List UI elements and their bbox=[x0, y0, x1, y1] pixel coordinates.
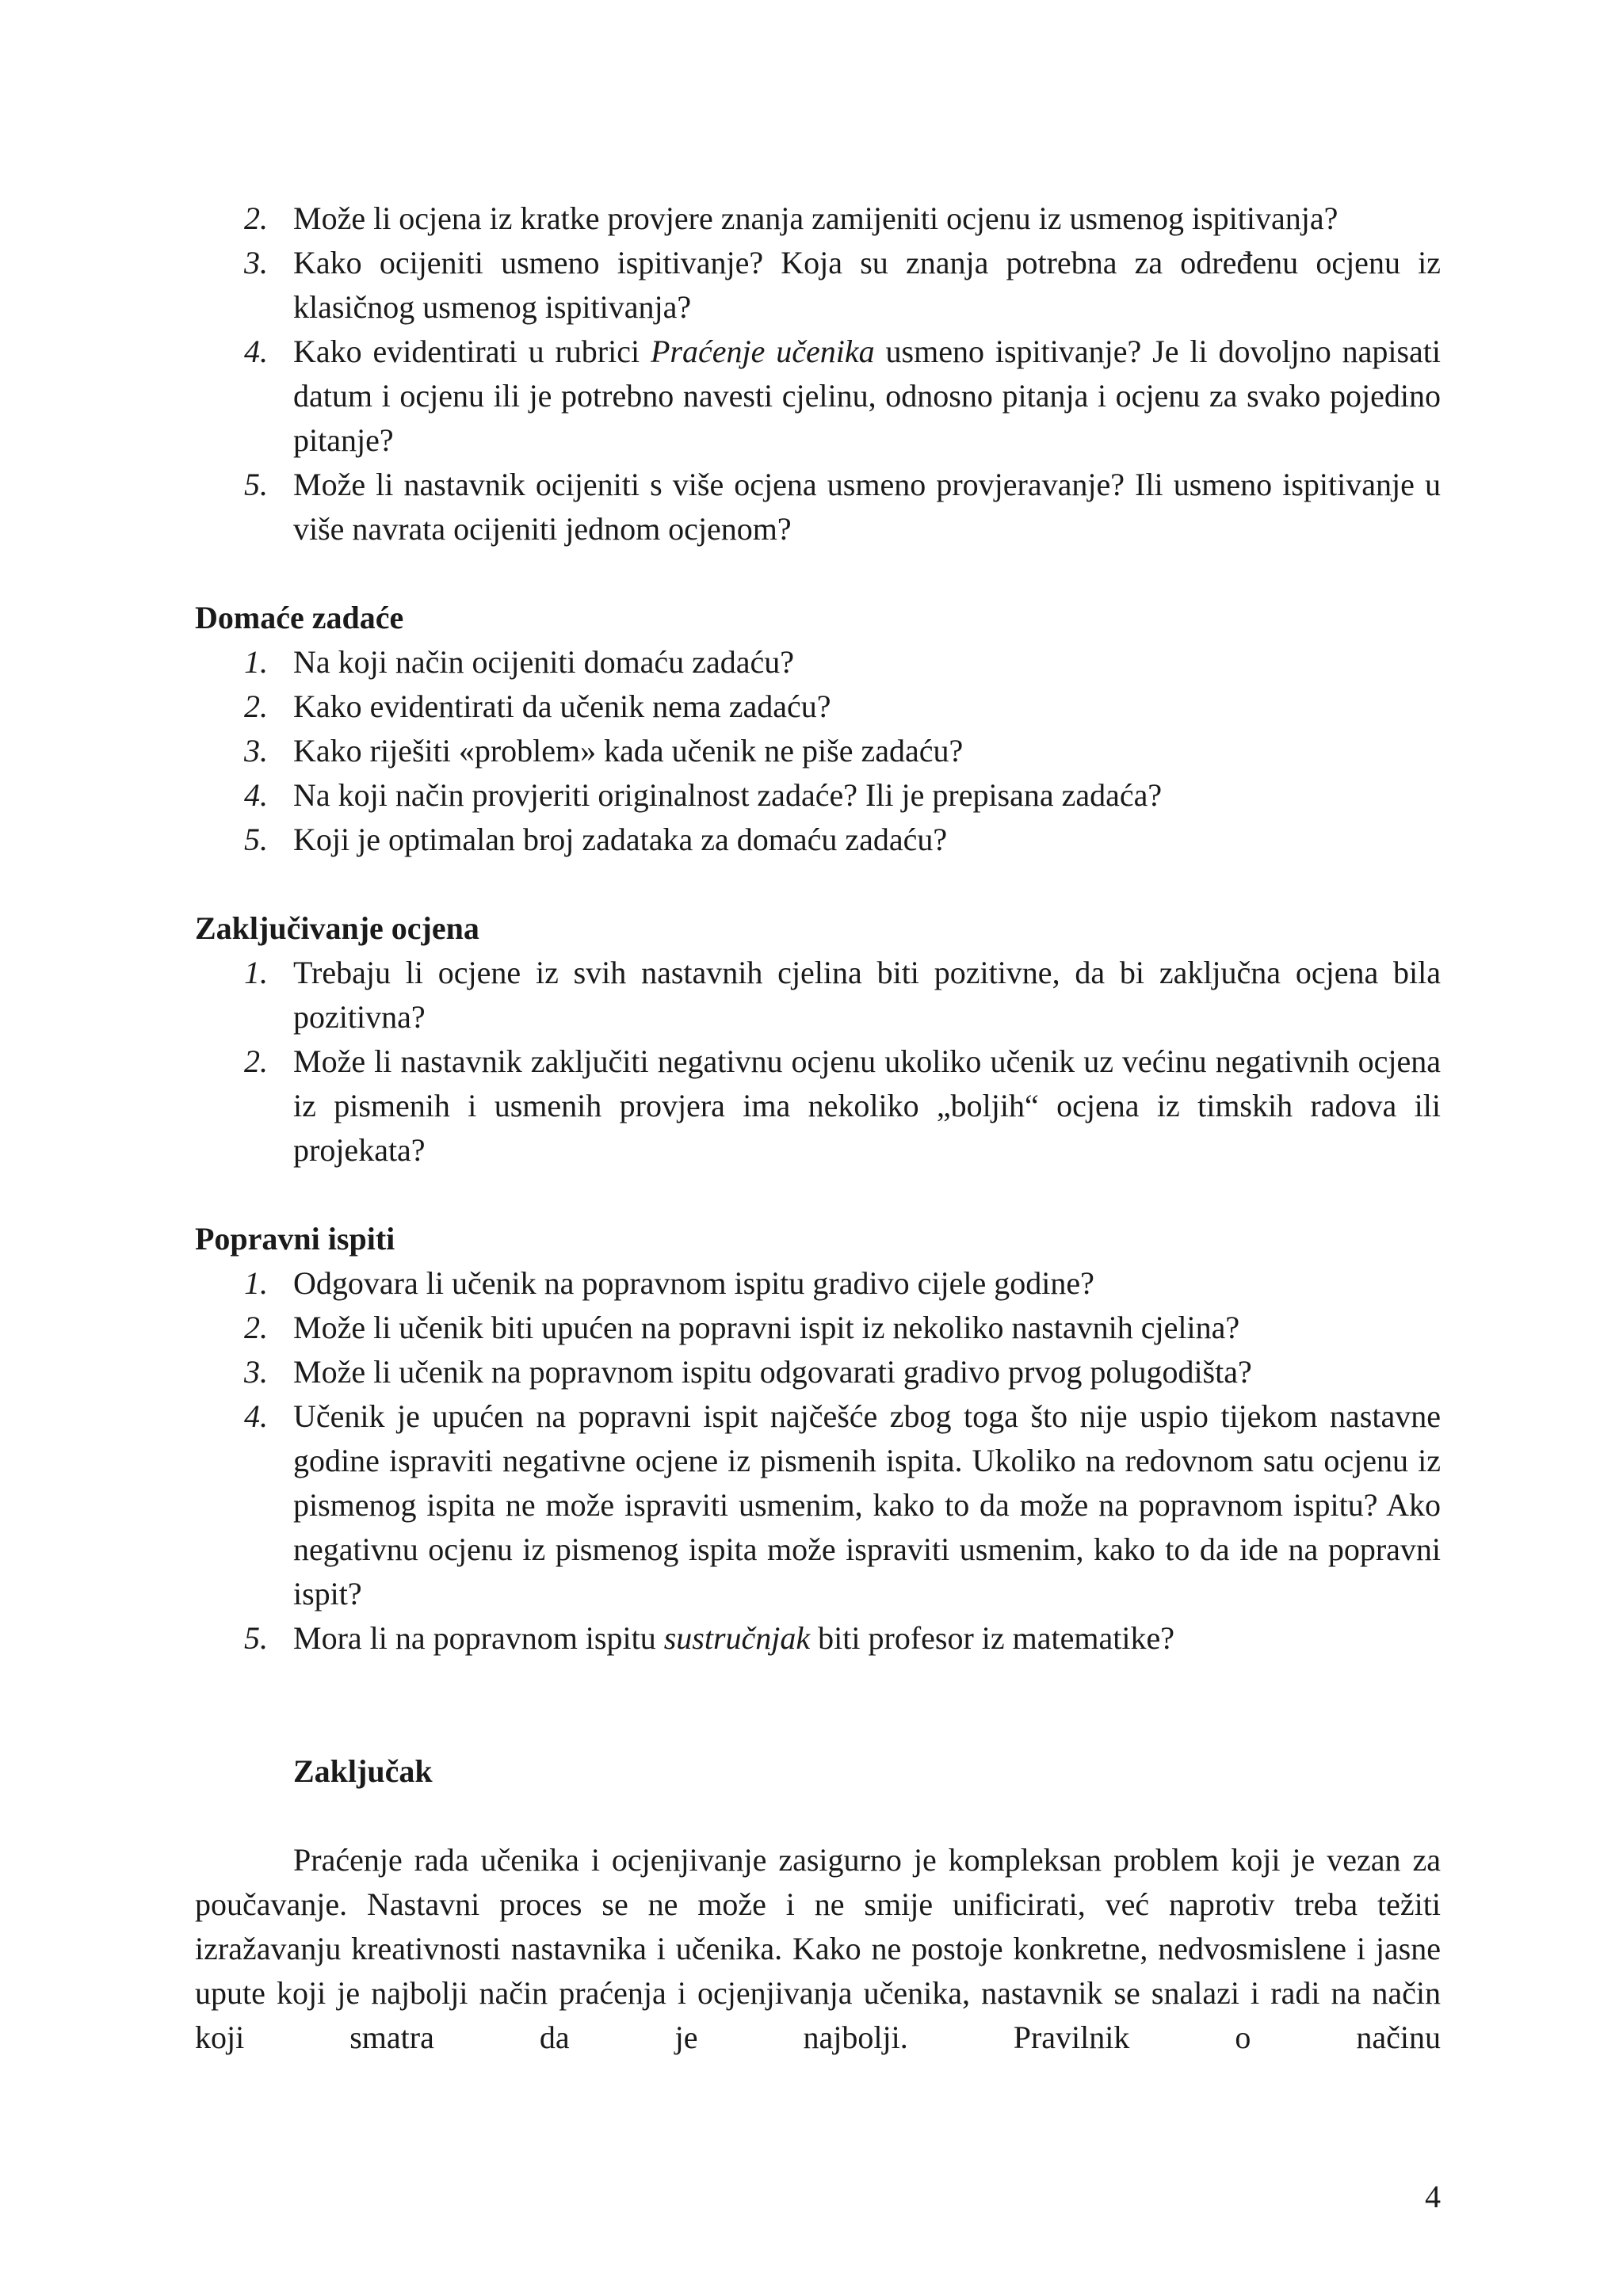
spacer bbox=[195, 551, 1441, 596]
list-item bbox=[195, 330, 1441, 463]
list-item bbox=[195, 951, 1441, 1039]
item-text: Odgovara li učenik na popravnom ispitu gradivo cijele godine? bbox=[293, 1265, 1094, 1301]
spacer bbox=[195, 1661, 1441, 1705]
list-item bbox=[195, 773, 1441, 818]
item-number: 1. bbox=[244, 955, 268, 990]
spacer bbox=[195, 862, 1441, 906]
list-item bbox=[195, 196, 1441, 241]
homework-question-list bbox=[195, 640, 1441, 862]
item-number: 5. bbox=[244, 467, 268, 502]
spacer bbox=[195, 1705, 1441, 1749]
section-heading-makeup-exams: Popravni ispiti bbox=[195, 1221, 395, 1257]
item-text: Koji je optimalan broj zadataka za domaću zadaću? bbox=[293, 822, 948, 857]
list-item bbox=[195, 818, 1441, 862]
item-number: 3. bbox=[244, 1354, 268, 1390]
item-number: 5. bbox=[244, 1620, 268, 1656]
section-heading-homework: Domaće zadaće bbox=[195, 600, 404, 635]
page-number: 4 bbox=[1425, 2179, 1441, 2214]
conclusion-heading: Zaključak bbox=[293, 1753, 433, 1789]
list-item bbox=[195, 1306, 1441, 1350]
item-text: Učenik je upućen na popravni ispit najčešće zbog toga što nije uspio tijekom nastavne godine ispraviti negativne ocjene iz pismenih ispita. Ukoliko na redovnom satu ocjenu iz pismenog ispita ne može ispraviti usmenim, kako to da može na popravnom ispitu? Ako negativnu ocjenu iz pismenog ispita može ispraviti usmenim, kako to da ide na popravni ispit? bbox=[293, 1398, 1441, 1611]
item-number: 2. bbox=[244, 1043, 268, 1079]
item-text: Na koji način provjeriti originalnost zadaće? Ili je prepisana zadaća? bbox=[293, 777, 1163, 813]
item-number: 4. bbox=[244, 334, 268, 369]
list-item bbox=[195, 1350, 1441, 1394]
item-text: Kako ocijeniti usmeno ispitivanje? Koja su znanja potrebna za određenu ocjenu iz klasičnog usmenog ispitivanja? bbox=[293, 245, 1441, 325]
item-text-post: biti profesor iz matematike? bbox=[810, 1620, 1174, 1656]
list-item bbox=[195, 685, 1441, 729]
section-heading-final-grades: Zaključivanje ocjena bbox=[195, 910, 479, 946]
page-content bbox=[195, 196, 1441, 2060]
item-number: 2. bbox=[244, 1310, 268, 1345]
list-item bbox=[195, 1039, 1441, 1173]
item-number: 1. bbox=[244, 644, 268, 680]
item-text: Može li učenik na popravnom ispitu odgovarati gradivo prvog polugodišta? bbox=[293, 1354, 1252, 1390]
item-text: Kako riješiti «problem» kada učenik ne piše zadaću? bbox=[293, 733, 964, 769]
item-text-pre: Mora li na popravnom ispitu bbox=[293, 1620, 664, 1656]
item-number: 2. bbox=[244, 688, 268, 724]
item-number: 1. bbox=[244, 1265, 268, 1301]
item-text: Kako evidentirati da učenik nema zadaću? bbox=[293, 688, 831, 724]
list-item bbox=[195, 1616, 1441, 1661]
item-text: Na koji način ocijeniti domaću zadaću? bbox=[293, 644, 794, 680]
item-text: Može li ocjena iz kratke provjere znanja zamijeniti ocjenu iz usmenog ispitivanja? bbox=[293, 200, 1338, 236]
spacer bbox=[195, 1173, 1441, 1217]
item-text: Može li nastavnik ocijeniti s više ocjena usmeno provjeravanje? Ili usmeno ispitivanje u više navrata ocijeniti jednom ocjenom? bbox=[293, 467, 1441, 547]
makeup-exams-question-list bbox=[195, 1261, 1441, 1661]
item-text: Može li učenik biti upućen na popravni ispit iz nekoliko nastavnih cjelina? bbox=[293, 1310, 1240, 1345]
item-text-emphasis: sustručnjak bbox=[663, 1620, 811, 1656]
item-text: Može li nastavnik zaključiti negativnu ocjenu ukoliko učenik uz većinu negativnih ocjena iz pismenih i usmenih provjera ima nekoliko „boljih“ ocjena iz timskih radova ili projekata? bbox=[293, 1043, 1441, 1168]
oral-exam-question-list bbox=[195, 196, 1441, 551]
item-number: 4. bbox=[244, 1398, 268, 1434]
conclusion-paragraph: Praćenje rada učenika i ocjenjivanje zasigurno je kompleksan problem koji je vezan za poučavanje. Nastavni proces se ne može i ne smije unificirati, već naprotiv treba težiti izražavanju kreativnosti nastavnika i učenika. Kako ne postoje konkretne, nedvosmislene i jasne upute koji je najbolji način praćenja i ocjenjivanja učenika, nastavnik se snalazi i radi na način koji smatra da je najbolji. Pravilnik o načinu bbox=[195, 1842, 1441, 2055]
list-item bbox=[195, 1261, 1441, 1306]
item-number: 5. bbox=[244, 822, 268, 857]
list-item bbox=[195, 640, 1441, 685]
list-item bbox=[195, 463, 1441, 551]
item-text-pre: Kako evidentirati u rubrici bbox=[293, 334, 651, 369]
item-text-emphasis: Praćenje učenika bbox=[650, 334, 875, 369]
final-grades-question-list bbox=[195, 951, 1441, 1173]
item-number: 2. bbox=[244, 200, 268, 236]
spacer bbox=[195, 1794, 1441, 1838]
item-number: 4. bbox=[244, 777, 268, 813]
item-number: 3. bbox=[244, 733, 268, 769]
item-text: Trebaju li ocjene iz svih nastavnih cjelina biti pozitivne, da bi zaključna ocjena bila pozitivna? bbox=[293, 955, 1441, 1035]
item-number: 3. bbox=[244, 245, 268, 280]
list-item bbox=[195, 241, 1441, 330]
list-item bbox=[195, 1394, 1441, 1616]
list-item bbox=[195, 729, 1441, 773]
item-text-post: usmeno ispitivanje? Je li dovoljno napisati datum i ocjenu ili je potrebno navesti cjelinu, odnosno pitanja i ocjenu za svako pojedino pitanje? bbox=[293, 334, 1442, 458]
